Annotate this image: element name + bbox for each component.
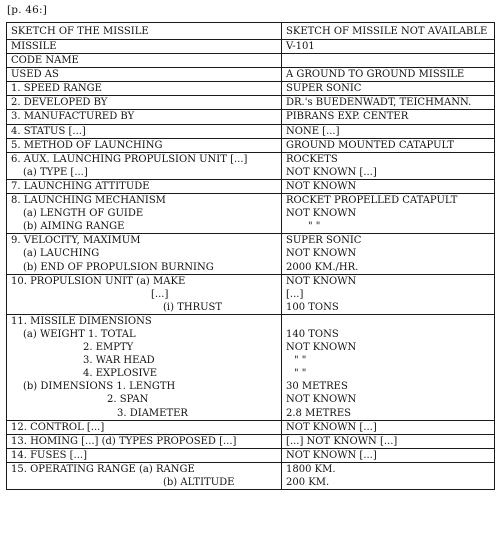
table-row [7, 68, 495, 82]
row-subvalue-line: NOT KNOWN [286, 208, 357, 220]
row-value-line: NOT KNOWN [286, 275, 357, 287]
row-value: NOT KNOWN [...] [282, 420, 495, 434]
table-row [7, 448, 495, 462]
row-label [7, 314, 282, 420]
row-subvalue-line: NOT KNOWN [286, 342, 357, 354]
row-value: NONE [...] [282, 124, 495, 138]
row-value: [...] NOT KNOWN [...] [282, 434, 495, 448]
table-row [7, 40, 495, 54]
table-row [7, 152, 495, 179]
row-subvalue-line: NOT KNOWN [...] [286, 166, 377, 178]
row-label [7, 152, 282, 179]
row-subvalue-line: 140 TONS [286, 328, 339, 340]
row-subvalue-line: [...] [286, 288, 304, 300]
row-subvalue-line: NOT KNOWN [286, 394, 357, 406]
row-value: NOT KNOWN [282, 179, 495, 193]
table-row [7, 420, 495, 434]
page-reference: [p. 46:] [7, 4, 48, 16]
row-value: PIBRANS EXP. CENTER [282, 110, 495, 124]
row-sublabel-line: (a) LAUCHING [23, 248, 100, 260]
row-subvalue-line: " " [294, 355, 307, 367]
header-left: SKETCH OF THE MISSILE [7, 23, 282, 40]
row-value [282, 462, 495, 489]
table-row [7, 462, 495, 489]
row-label: CODE NAME [7, 54, 282, 68]
row-subvalue-line: " " [294, 368, 307, 380]
table-row [7, 434, 495, 448]
row-value-line: ROCKETS [286, 153, 338, 165]
row-subvalue-line: " " [308, 221, 321, 233]
row-sublabel-line: 3. DIAMETER [117, 407, 188, 419]
table-row [7, 82, 495, 96]
row-sublabel-line: 2. SPAN [107, 394, 149, 406]
row-sublabel-line: (i) THRUST [163, 301, 223, 313]
row-subvalue-line: 100 TONS [286, 301, 339, 313]
row-sublabel-line: 2. EMPTY [83, 342, 134, 354]
row-subvalue-line: NOT KNOWN [286, 248, 357, 260]
table-row [7, 194, 495, 234]
row-label [7, 234, 282, 274]
row-label [7, 274, 282, 314]
row-value: NOT KNOWN [...] [282, 448, 495, 462]
row-label: 14. FUSES [...] [7, 448, 282, 462]
row-value [282, 194, 495, 234]
row-label-line: 10. PROPULSION UNIT (a) MAKE [11, 275, 186, 287]
row-label-line: 15. OPERATING RANGE (a) RANGE [11, 463, 195, 475]
row-label: 5. METHOD OF LAUNCHING [7, 138, 282, 152]
row-value [282, 54, 495, 68]
row-value-line: ROCKET PROPELLED CATAPULT [286, 195, 458, 207]
table-row [7, 274, 495, 314]
row-sublabel-line: 3. WAR HEAD [83, 355, 155, 367]
row-value [282, 234, 495, 274]
row-sublabel-line: (a) WEIGHT 1. TOTAL [23, 328, 136, 340]
row-label: MISSILE [7, 40, 282, 54]
table-row [7, 138, 495, 152]
row-label: 13. HOMING [...] (d) TYPES PROPOSED [...] [7, 434, 282, 448]
row-value: DR.'s BUEDENWADT, TEICHMANN. [282, 96, 495, 110]
header-right: SKETCH OF MISSILE NOT AVAILABLE [282, 23, 495, 40]
missile-data-table [6, 22, 495, 490]
row-subvalue-line: 2.8 METRES [286, 407, 351, 419]
row-label: 7. LAUNCHING ATTITUDE [7, 179, 282, 193]
table-row [7, 124, 495, 138]
row-subvalue-line: 30 METRES [286, 381, 348, 393]
row-value-line [286, 315, 490, 328]
table-row [7, 234, 495, 274]
row-value: V-101 [282, 40, 495, 54]
row-value-line: SUPER SONIC [286, 235, 362, 247]
row-sublabel-line: (a) LENGTH OF GUIDE [23, 208, 144, 220]
row-label-line: 6. AUX. LAUNCHING PROPULSION UNIT [...] [11, 153, 248, 165]
row-sublabel-line: (b) AIMING RANGE [23, 221, 125, 233]
row-label-line: 11. MISSILE DIMENSIONS [11, 315, 152, 327]
row-sublabel-line: (b) DIMENSIONS 1. LENGTH [23, 381, 176, 393]
table-row [7, 314, 495, 420]
table-row [7, 54, 495, 68]
row-sublabel-line: 4. EXPLOSIVE [83, 368, 158, 380]
row-label [7, 462, 282, 489]
row-label: 2. DEVELOPED BY [7, 96, 282, 110]
row-subvalue-line: 2000 KM./HR. [286, 261, 359, 273]
row-label: USED AS [7, 68, 282, 82]
row-label: 1. SPEED RANGE [7, 82, 282, 96]
row-value [282, 152, 495, 179]
row-label: 3. MANUFACTURED BY [7, 110, 282, 124]
row-sublabel-line: (a) TYPE [...] [23, 166, 88, 178]
row-label-line: 8. LAUNCHING MECHANISM [11, 195, 166, 207]
row-sublabel-line: [...] [151, 288, 169, 300]
table-row [7, 96, 495, 110]
row-value: A GROUND TO GROUND MISSILE [282, 68, 495, 82]
row-label: 4. STATUS [...] [7, 124, 282, 138]
row-subvalue-line: 200 KM. [286, 477, 330, 488]
row-label [7, 194, 282, 234]
row-sublabel-line: (b) END OF PROPULSION BURNING [23, 261, 214, 273]
table-header-row [7, 23, 495, 40]
row-value [282, 274, 495, 314]
row-value: SUPER SONIC [282, 82, 495, 96]
row-value-line: 1800 KM. [286, 463, 336, 475]
table-row [7, 179, 495, 193]
row-sublabel-line: (b) ALTITUDE [163, 477, 235, 488]
row-label: 12. CONTROL [...] [7, 420, 282, 434]
row-value: GROUND MOUNTED CATAPULT [282, 138, 495, 152]
row-value [282, 314, 495, 420]
row-label-line: 9. VELOCITY, MAXIMUM [11, 235, 141, 247]
table-row [7, 110, 495, 124]
